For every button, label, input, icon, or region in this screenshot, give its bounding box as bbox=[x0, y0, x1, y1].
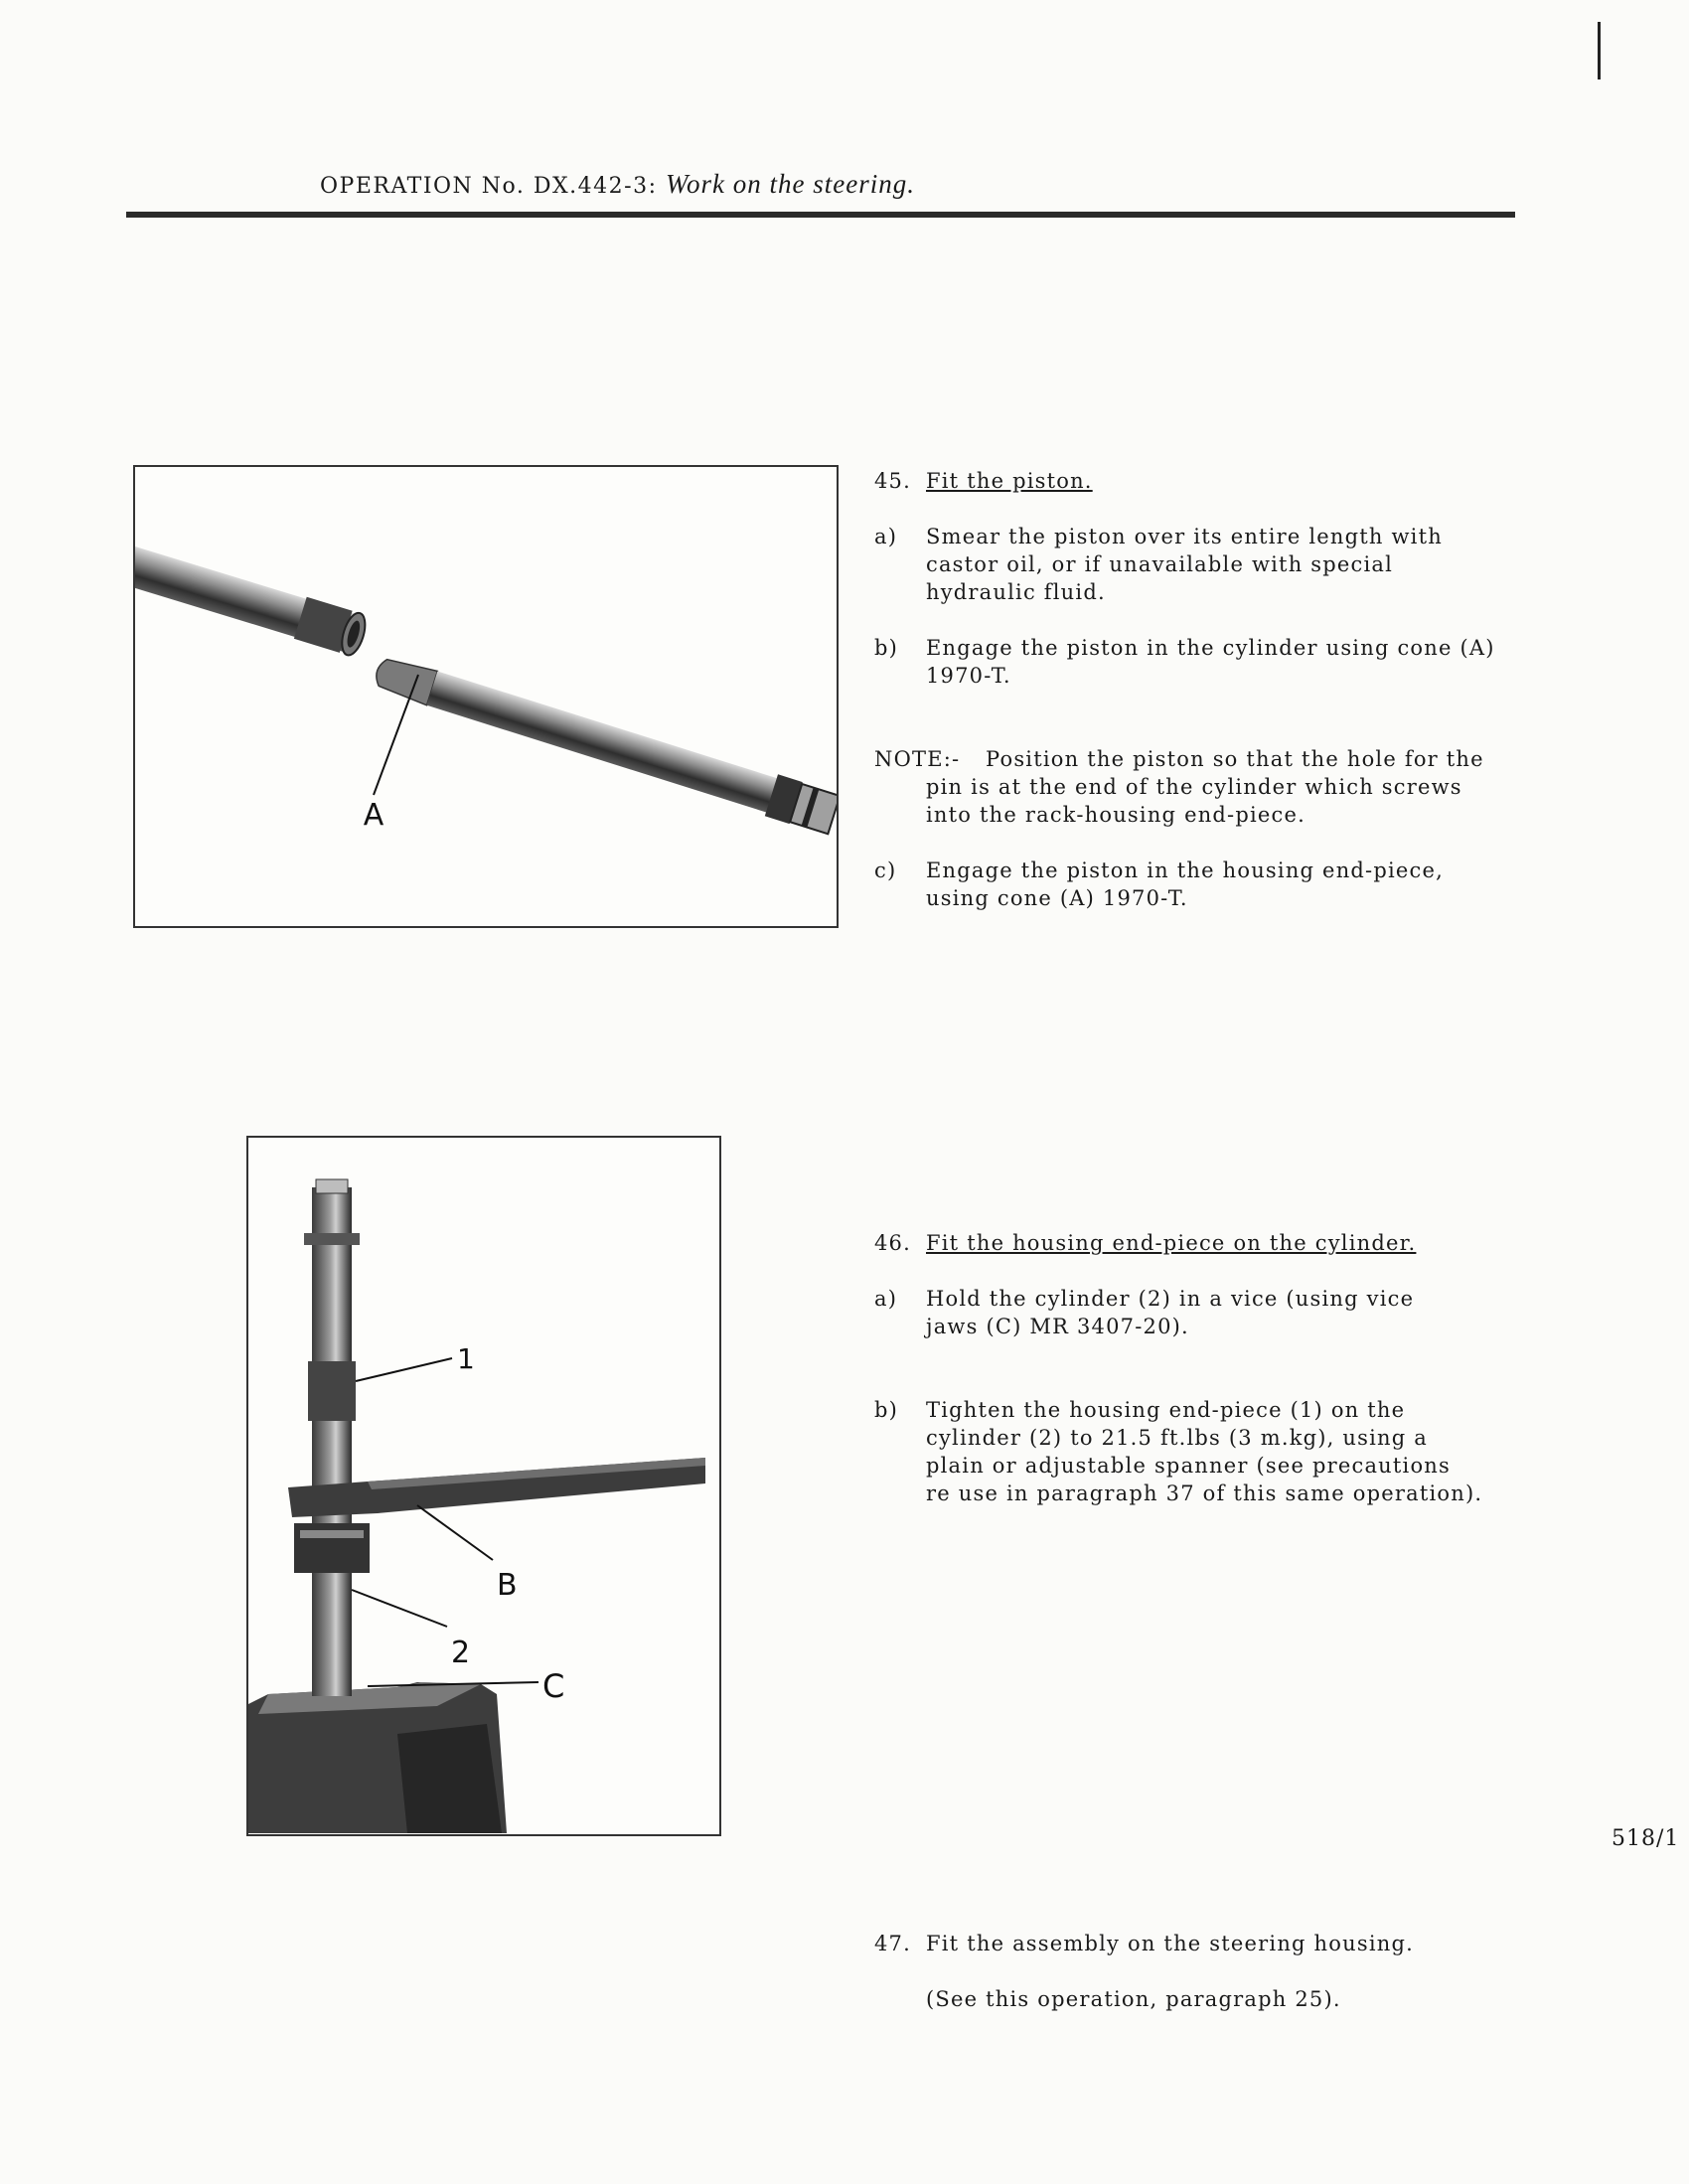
section-45 bbox=[874, 467, 1530, 934]
item-b-line: 1970-T. bbox=[926, 664, 1011, 688]
operation-subtitle: Work on the steering. bbox=[666, 169, 915, 199]
note-line: Position the piston so that the hole for the bbox=[986, 747, 1484, 771]
operation-number: OPERATION No. DX.442-3: bbox=[320, 174, 658, 199]
header-rule bbox=[126, 212, 1515, 218]
item-a-line: Hold the cylinder (2) in a vice (using vice bbox=[926, 1287, 1415, 1311]
vice-illustration bbox=[248, 1138, 719, 1834]
item-a-line: castor oil, or if unavailable with special bbox=[926, 552, 1394, 576]
item-c-line: using cone (A) 1970-T. bbox=[926, 886, 1188, 910]
section-title: Fit the housing end-piece on the cylinder. bbox=[926, 1231, 1417, 1255]
piston-illustration bbox=[135, 467, 837, 926]
label-1: 1 bbox=[457, 1342, 475, 1375]
item-b-line: cylinder (2) to 21.5 ft.lbs (3 m.kg), using a bbox=[926, 1426, 1428, 1450]
item-label: c) bbox=[874, 858, 897, 882]
item-a-line: Smear the piston over its entire length with bbox=[926, 525, 1443, 548]
cone-a bbox=[372, 654, 437, 705]
page-number: 518/1 bbox=[1612, 1826, 1680, 1851]
section-title: Fit the assembly on the steering housing. bbox=[926, 1932, 1414, 1955]
item-b-line: Tighten the housing end-piece (1) on the bbox=[926, 1398, 1406, 1422]
section-number: 47. bbox=[874, 1932, 911, 1955]
note-line: pin is at the end of the cylinder which screws bbox=[926, 775, 1462, 799]
section-number: 45. bbox=[874, 469, 911, 493]
item-c-line: Engage the piston in the housing end-piece, bbox=[926, 858, 1445, 882]
item-label: a) bbox=[874, 1287, 898, 1311]
item-label: a) bbox=[874, 525, 898, 548]
label-a: A bbox=[363, 798, 384, 833]
note-line: into the rack-housing end-piece. bbox=[926, 803, 1306, 827]
section-reference: (See this operation, paragraph 25). bbox=[926, 1987, 1341, 2011]
item-label: b) bbox=[874, 1398, 899, 1422]
page-header bbox=[320, 169, 915, 200]
label-2: 2 bbox=[451, 1636, 471, 1670]
item-b-line: Engage the piston in the cylinder using cone (A) bbox=[926, 636, 1495, 660]
figure-vice-spanner bbox=[246, 1136, 721, 1836]
cylinder-column bbox=[312, 1187, 352, 1696]
section-number: 46. bbox=[874, 1231, 911, 1255]
item-a-line: hydraulic fluid. bbox=[926, 580, 1106, 604]
label-c: C bbox=[542, 1667, 565, 1705]
section-46 bbox=[874, 1229, 1530, 1517]
scan-edge-mark bbox=[1598, 22, 1601, 79]
item-b-line: re use in paragraph 37 of this same operation). bbox=[926, 1482, 1483, 1505]
label-b: B bbox=[497, 1568, 518, 1603]
item-b-line: plain or adjustable spanner (see precautions bbox=[926, 1454, 1451, 1478]
item-label: b) bbox=[874, 636, 899, 660]
figure-piston-cone bbox=[133, 465, 839, 928]
piston-rod bbox=[427, 671, 808, 822]
item-a-line: jaws (C) MR 3407-20). bbox=[926, 1315, 1189, 1338]
section-title: Fit the piston. bbox=[926, 469, 1093, 493]
note-label: NOTE:- bbox=[874, 747, 961, 771]
section-47 bbox=[874, 1930, 1530, 2029]
